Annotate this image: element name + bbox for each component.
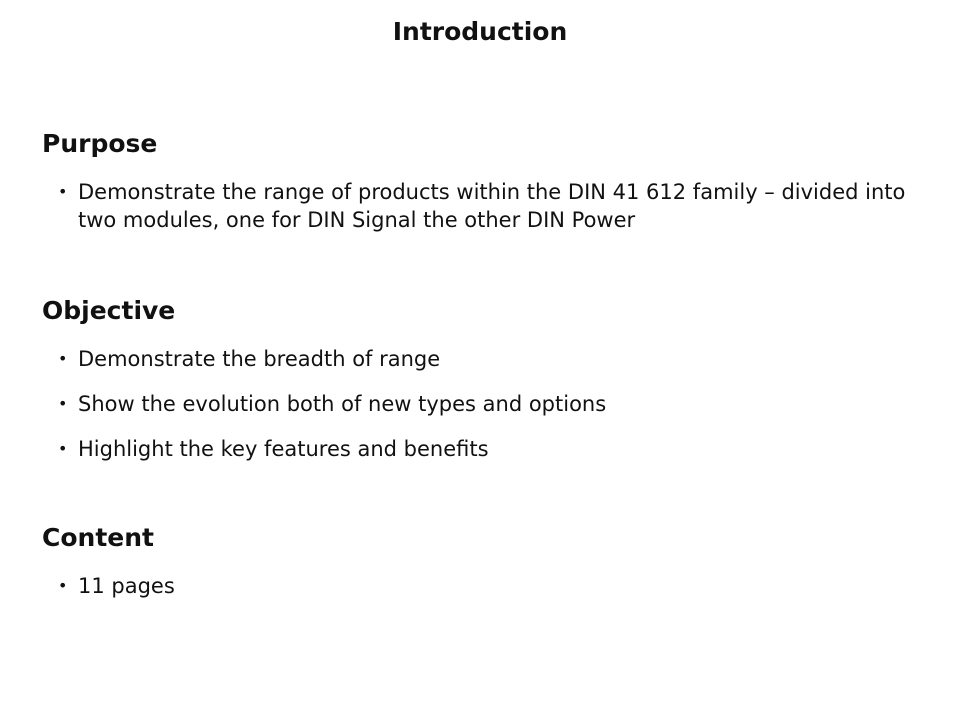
bullet-icon: • — [58, 576, 68, 595]
section-content — [42, 522, 922, 600]
bullet-icon: • — [58, 182, 68, 201]
section-heading-objective: Objective — [42, 296, 176, 325]
purpose-bullet-list — [42, 178, 922, 234]
content-bullet-list — [42, 572, 922, 600]
slide-title: Introduction — [392, 17, 568, 46]
list-item — [42, 572, 922, 600]
list-item — [42, 390, 922, 418]
bullet-text: Demonstrate the breadth of range — [78, 347, 441, 371]
bullet-icon: • — [58, 439, 68, 458]
section-heading-content: Content — [42, 523, 154, 552]
bullet-icon: • — [58, 349, 68, 368]
bullet-icon: • — [58, 394, 68, 413]
bullet-text: 11 pages — [78, 574, 175, 598]
bullet-text: Demonstrate the range of products within the DIN 41 612 family – divided into two modules, one for DIN Signal the other DIN Power — [78, 180, 906, 232]
bullet-text: Highlight the key features and benefits — [78, 437, 489, 461]
section-heading-purpose: Purpose — [42, 129, 158, 158]
section-objective — [42, 295, 922, 463]
list-item — [42, 345, 922, 373]
bullet-text: Show the evolution both of new types and options — [78, 392, 607, 416]
objective-bullet-list — [42, 345, 922, 463]
section-purpose — [42, 128, 922, 234]
list-item — [42, 435, 922, 463]
list-item — [42, 178, 922, 234]
